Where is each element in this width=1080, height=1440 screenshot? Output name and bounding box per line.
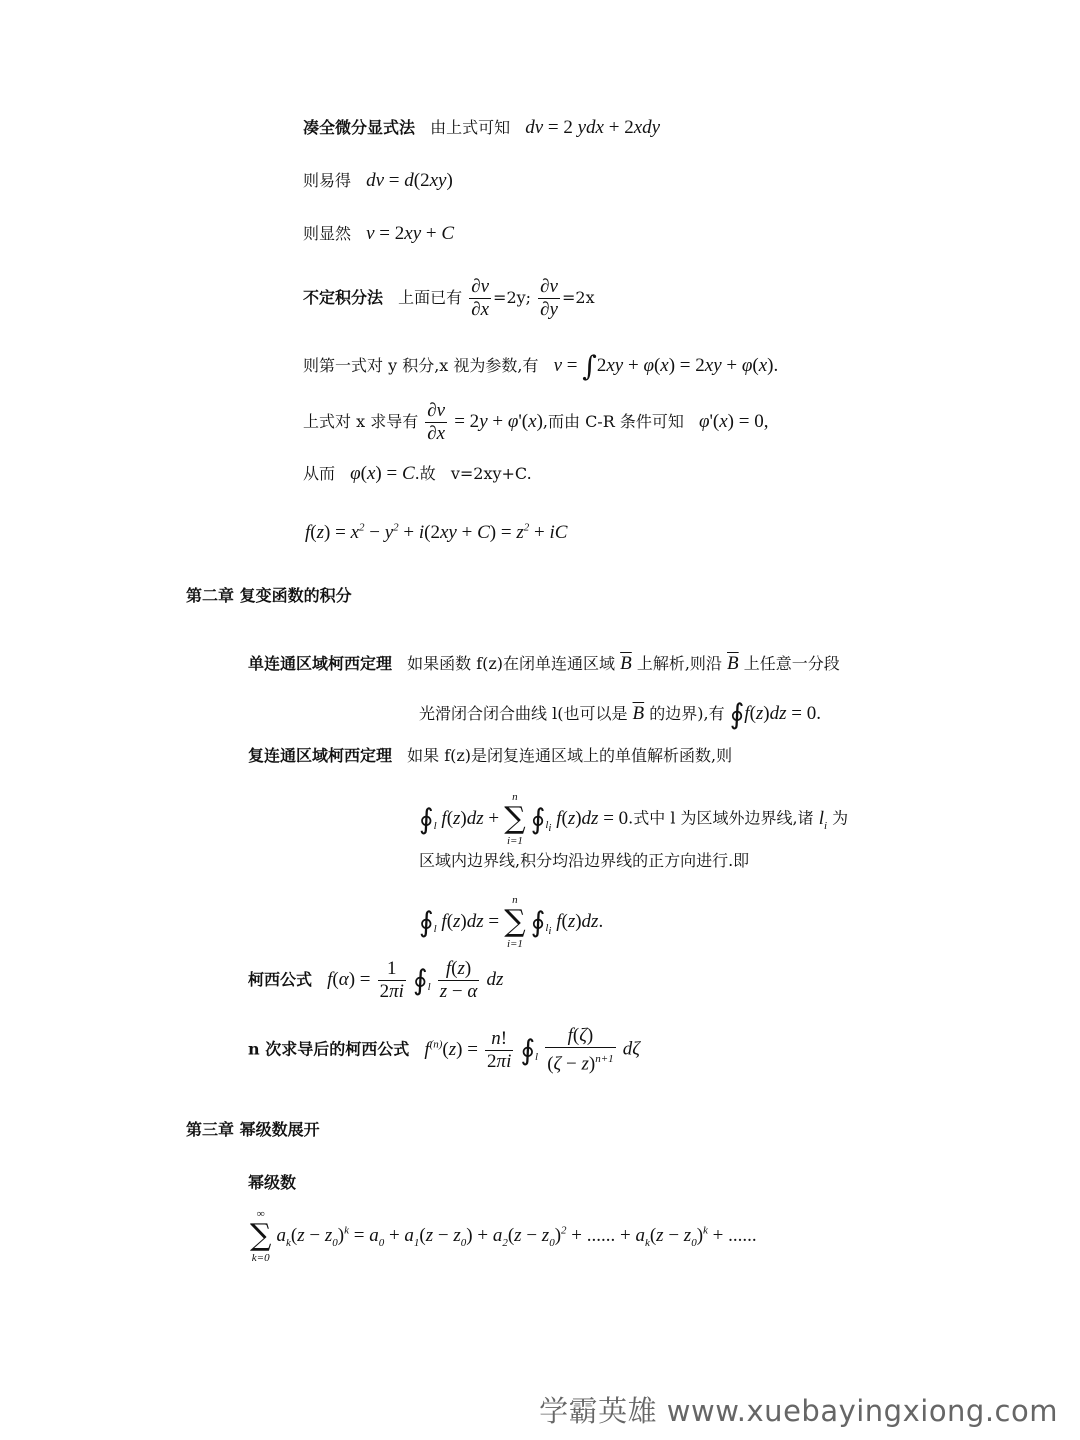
- formula: ∮f(z)dz = 0.: [729, 697, 821, 731]
- fraction-dv-dx: $\frac{\partial v}{\partial x}$: [471, 276, 490, 320]
- line-text: 从而: [303, 464, 336, 483]
- chapter-2-title: 第二章 复变函数的积分: [186, 586, 352, 605]
- theorem-multiply-connected: 复连通区域柯西定理 如果 f(z)是闭复连通区域上的单值解析函数,则: [248, 746, 733, 765]
- summation: ∞ ∑ k=0: [250, 1208, 272, 1264]
- theorem-multiply-connected-formula: $∮_l$ f(z)dz + n ∑ i=1 $∮_{l_i}$ f(z)dz = 0.式中 l 为区域外边界线,诸 $l_i$ 为: [419, 791, 849, 847]
- line-exact-differential: [303, 118, 660, 138]
- symbol-b-bar: $\overline{B}$: [727, 653, 739, 674]
- line-text: 上式对 x 求导有: [303, 412, 419, 431]
- chapter-3-title: 第三章 幂级数展开: [186, 1120, 320, 1139]
- cauchy-formula-nth: n 次求导后的柯西公式 $f^{(n)}(z)$ = $\frac{n!}{2\pi i}$ $∮_l$ $\frac{f(\zeta)}{(\zeta - z)^{n+1}}$ dζ: [248, 1025, 640, 1075]
- theorem-simply-connected-cont: 光滑闭合闭合曲线 l(也可以是 $\overline{B}$ 的边界),有 ∮f(z)dz = 0.: [419, 697, 821, 731]
- formula: $∮_l$ f(z)dz =: [419, 905, 500, 939]
- theorem-label: 复连通区域柯西定理: [248, 746, 393, 765]
- formula: = 2y + φ'(x): [454, 411, 543, 432]
- line-text: 上面已有: [398, 288, 463, 307]
- line-text: 则易得: [303, 171, 352, 190]
- line-text: 则第一式对 y 积分,x 视为参数,有: [303, 356, 539, 375]
- symbol-b-bar: $\overline{B}$: [632, 703, 645, 724]
- summation: n ∑ i=1: [504, 894, 526, 950]
- cauchy-formula: 柯西公式 f(α) = $\frac{1}{2\pi i}$ $∮_l$ $\frac{f(z)}{z - \alpha}$ dz: [248, 958, 504, 1002]
- formula: $f^{(n)}(z)$ =: [424, 1038, 478, 1060]
- line-text: 则显然: [303, 224, 352, 243]
- formula: f(α) =: [327, 969, 371, 990]
- formula: dv = d(2xy): [366, 170, 453, 191]
- symbol-b-bar: $\overline{B}$: [620, 653, 632, 674]
- line-text: 由上式可知: [430, 118, 511, 137]
- formula-cr: φ'(x) = 0,: [698, 411, 769, 432]
- theorem-label: 单连通区域柯西定理: [248, 654, 393, 673]
- section-power-series: 幂级数: [248, 1173, 297, 1192]
- formula: $f(z) = x^2 - y^2 + i(2xy + C) = z^2$ + iC: [305, 522, 568, 544]
- theorem-label: n 次求导后的柯西公式: [248, 1039, 410, 1059]
- theorem-label: 柯西公式: [248, 970, 313, 989]
- method-label: 不定积分法: [303, 288, 384, 307]
- summation: n ∑ i=1: [504, 791, 526, 847]
- line-derivative-x: 上式对 x 求导有 $\frac{\partial v}{\partial x}$ = 2y + φ'(x),而由 C-R 条件可知 φ'(x) = 0,: [303, 400, 769, 444]
- line-result: [305, 518, 567, 543]
- line-integrate-y: [303, 349, 779, 383]
- fraction-dv-dx: $\frac{\partial v}{\partial x}$: [427, 400, 446, 444]
- formula: dv = 2 ydx + 2xdy: [525, 117, 661, 138]
- line-indefinite-integral: 不定积分法 上面已有 $\frac{\partial v}{\partial x}$ =2y; $\frac{\partial v}{\partial y}$ =2x: [303, 276, 595, 320]
- theorem-simply-connected: 单连通区域柯西定理 如果函数 f(z)在闭单连通区域 $\overline{B}$ 上解析,则沿 $\overline{B}$ 上任意一分段: [248, 653, 840, 674]
- formula: v = 2xy + C: [366, 223, 455, 244]
- watermark: 学霸英雄 www.xuebayingxiong.com: [539, 1394, 1058, 1428]
- power-series-formula: [250, 1207, 757, 1265]
- method-label: 凑全微分显式法: [303, 118, 416, 137]
- formula: φ(x) = C: [350, 463, 415, 484]
- fraction-dv-dy: $\frac{\partial v}{\partial y}$: [540, 276, 558, 320]
- line-therefore: 从而 φ(x) = C.故 v=2xy+C.: [303, 463, 532, 484]
- line-obvious: [303, 224, 454, 244]
- theorem-multiply-connected-equation: $∮_l$ f(z)dz = n ∑ i=1 $∮_{l_i}$ f(z)dz.: [419, 894, 604, 950]
- line-easy: [303, 171, 453, 191]
- theorem-multiply-connected-cont: 区域内边界线,积分均沿边界线的正方向进行.即: [419, 851, 750, 870]
- formula: $a_k(z - z_0)^k = a_0 + a_1(z - z_0) + a_2(z - z_0)^2$ + ...... + $a_k(z - z_0)^k$ + ......: [276, 1224, 757, 1249]
- formula: $∮_l$ f(z)dz +: [419, 802, 500, 836]
- formula: v = ∫2xy + φ(x) = 2xy + φ(x).: [553, 349, 779, 383]
